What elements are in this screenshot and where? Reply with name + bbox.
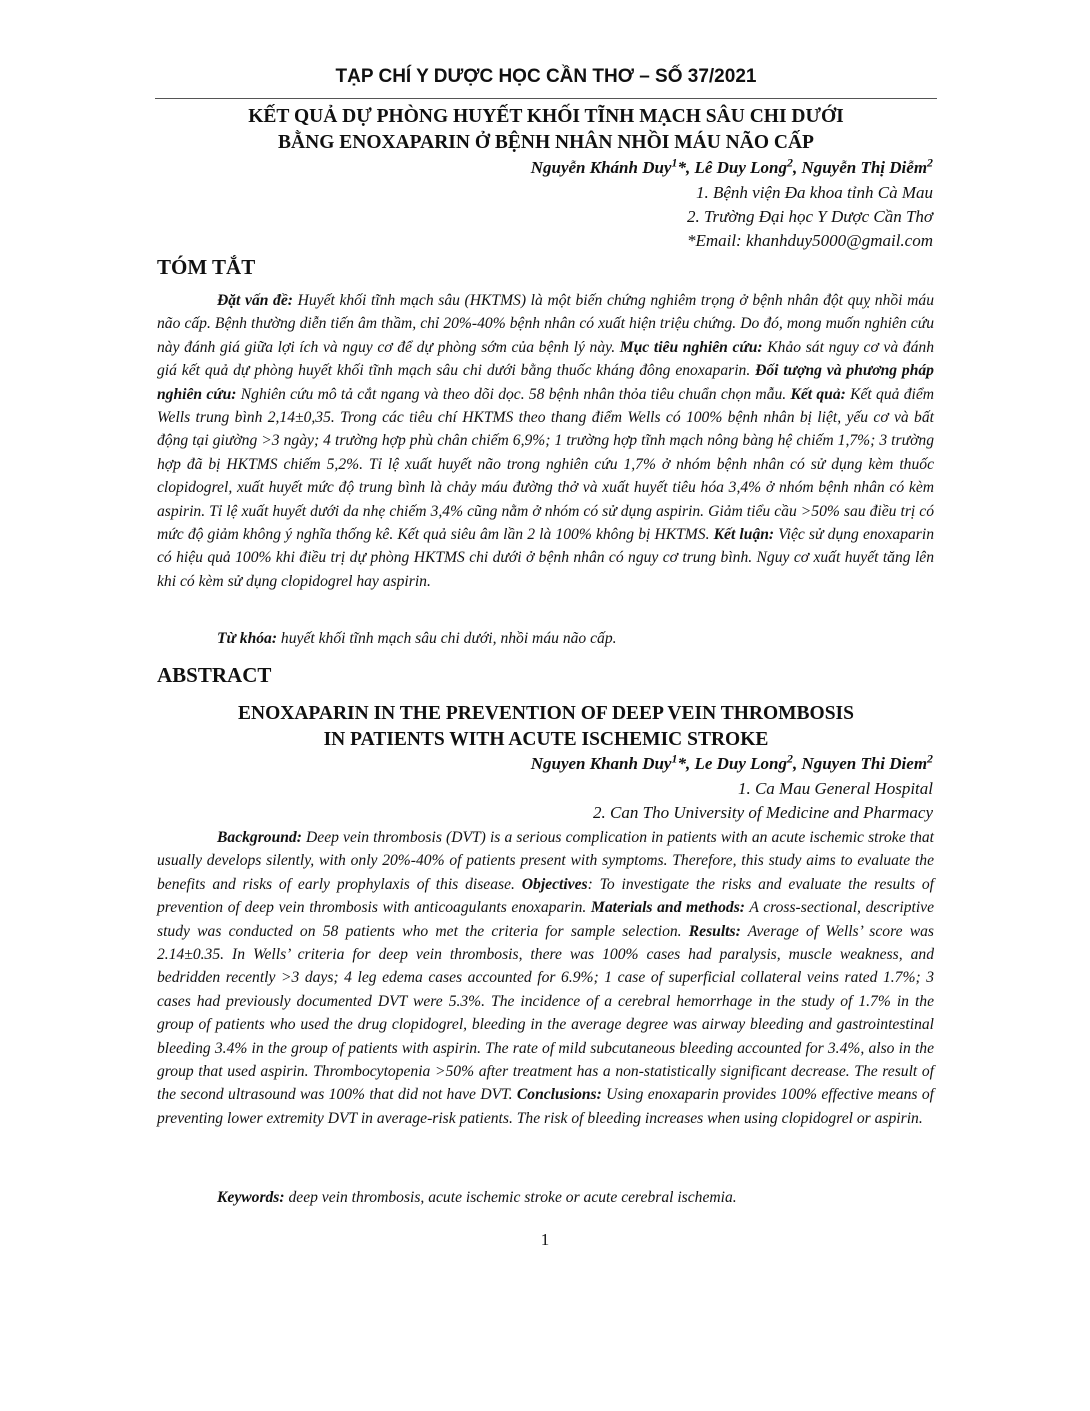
en-background-label: Background: [217,829,302,846]
en-author-1-mark: *, [677,754,695,773]
vn-background-label: Đặt vấn đề: [217,292,293,309]
vn-methods-text: Nghiên cứu mô tả cắt ngang và theo dõi dọc. 58 bệnh nhân thỏa tiêu chuẩn chọn mẫu. [236,385,791,403]
en-results-text: Average of Wells’ score was 2.14±0.35. In Wells’ criteria for deep vein thrombosis, there was 100% cases had paralysis, muscle weakness, and bedridden recently >3 days; 4 leg edema cases accounted for 6.9%; 1 case of superficial collateral veins rated 1.7%; 3 cases had previously documented DVT were 5.3%. The incidence of a cerebral hemorrhage in the study of 1.7% in the group of patients who used the drug clopidogrel, bleeding in the average degree was airway bleeding and gastrointestinal bleeding 3.4% in the group of patients with aspirin. The rate of mild subcutaneous bleeding accounted for 3.4%, also in the group that used aspirin. Thrombocytopenia >50% after treatment has a non-statistically significant decrease. The result of the second ultrasound was 100% that did not have DVT. [157,922,934,1104]
en-abstract-paragraph [157,826,934,1130]
en-affiliation-2: 2. Can Tho University of Medicine and Pharmacy [593,803,933,822]
en-results-label: Results: [688,922,741,940]
en-methods-label: Materials and methods: [590,899,745,917]
en-conclusions-label: Conclusions: [516,1086,602,1104]
vn-objectives-label: Mục tiêu nghiên cứu: [619,338,763,356]
en-title-line-2: IN PATIENTS WITH ACUTE ISCHEMIC STROKE [323,729,769,750]
vn-keywords-label: Từ khóa: [217,630,278,647]
en-keywords [157,1186,934,1209]
journal-header: TẠP CHÍ Y DƯỢC HỌC CẦN THƠ – SỐ 37/2021 [335,66,757,87]
en-keywords-text: deep vein thrombosis, acute ischemic stroke or acute cerebral ischemia. [284,1189,737,1206]
en-title [155,701,937,753]
vn-affiliation-2: 2. Trường Đại học Y Dược Cần Thơ [686,207,933,226]
en-author-2-affil: 2 [786,751,793,766]
en-affiliations [593,777,933,825]
vn-results-label: Kết quả: [790,385,846,403]
vn-author-2-affil: 2 [786,155,793,170]
vn-keywords [157,627,934,650]
vn-author-1-affil: 1 [671,155,678,170]
en-title-line-1: ENOXAPARIN IN THE PREVENTION OF DEEP VEIN THROMBOSIS [238,703,854,724]
vn-objectives-text: Khảo sát nguy cơ và đánh giá kết quả dự phòng huyết khối tĩnh mạch sâu chi dưới bằng thuốc kháng đông enoxaparin. [157,338,934,380]
corresponding-email: *Email: khanhduy5000@gmail.com [686,231,933,250]
en-affiliation-1: 1. Ca Mau General Hospital [737,779,933,798]
en-conclusions-text: Using enoxaparin provides 100% effective means of preventing lower extremity DVT in average-risk patients. The risk of bleeding increases when using clopidogrel or aspirin. [157,1086,934,1127]
vn-methods-label: Đối tượng và phương pháp nghiên cứu: [157,362,934,403]
en-author-3-affil: 2 [927,751,933,766]
en-objectives-label: Objectives [521,875,588,893]
en-author-sep: , [792,754,802,773]
en-author-1-affil: 1 [671,751,678,766]
vn-title-line-1: KẾT QUẢ DỰ PHÒNG HUYẾT KHỐI TĨNH MẠCH SÂU CHI DƯỚI [248,106,844,127]
vn-conclusions-text: Việc sử dụng enoxaparin có hiệu quả 100% khi điều trị dự phòng HKTMS chi dưới ở bệnh nhân có nguy cơ trung bình. Nguy cơ xuất huyết tăng lên khi có kèm sử dụng clopidogrel hay aspirin. [157,526,934,590]
vn-authors [530,155,933,178]
vn-conclusions-label: Kết luận: [713,526,775,544]
vn-affiliations [687,181,933,253]
vn-title [155,104,937,156]
vn-affiliation-1: 1. Bệnh viện Đa khoa tỉnh Cà Mau [695,183,933,202]
vn-background-text: Huyết khối tĩnh mạch sâu (HKTMS) là một biến chứng nghiêm trọng ở bệnh nhân đột quỵ nhồi máu não cấp. Bệnh thường diễn tiến âm thầm, chỉ 20%-40% bệnh nhân có xuất hiện triệu chứng. Do đó, mong muốn nghiên cứu này đánh giá giữa lợi ích và nguy cơ để dự phòng sớm của bệnh lý này. [157,292,934,356]
en-authors [530,751,933,774]
page-number: 1 [540,1230,550,1249]
en-author-1: Nguyen Khanh Duy [530,754,672,773]
en-objectives-text: : To investigate the risks and evaluate the results of prevention of deep vein thrombosis with anticoagulants enoxaparin. [157,875,934,917]
vn-author-3: Nguyễn Thị Diễm [801,158,928,177]
en-author-3: Nguyen Thi Diem [801,754,928,773]
en-author-2: Le Duy Long [694,754,787,773]
abstract-heading: ABSTRACT [157,663,272,687]
en-background-text: Deep vein thrombosis (DVT) is a serious complication in patients with an acute ischemic stroke that usually develops silently, with only 20%-40% of patients present with symptoms. Therefore, this study aims to evaluate the benefits and risks of early prophylaxis of this disease. [157,829,934,893]
vn-author-3-affil: 2 [927,155,933,170]
vn-results-text: Kết quả điểm Wells trung bình 2,14±0,35. Trong các tiêu chí HKTMS theo thang điểm Wells có 100% bệnh nhân bị liệt, yếu cơ và bất động tại giường >3 ngày; 4 trường hợp phù chân chiếm 6,9%; 1 trường hợp tĩnh mạch nông bàng hệ chiếm 1,7%; 3 trường hợp đã bị HKTMS chiếm 5,2%. Tỉ lệ xuất huyết não trong nghiên cứu 1,7% ở nhóm bệnh nhân có sử dụng kèm thuốc clopidogrel, xuất huyết mức độ trung bình là chảy máu đường thở và xuất huyết tiêu hóa 3,4% ở nhóm bệnh nhân có kèm aspirin. Tỉ lệ xuất huyết dưới da nhẹ chiếm 3,4% cũng nằm ở nhóm có sử dụng aspirin. Giảm tiểu cầu >50% sau điều trị có mức độ giảm không ý nghĩa thống kê. Kết quả siêu âm lần 2 là 100% không bị HKTMS. [157,385,935,544]
vn-author-sep: , [792,158,802,177]
vn-author-1-mark: *, [677,158,695,177]
header-rule [155,98,937,99]
vn-author-1: Nguyễn Khánh Duy [530,158,672,177]
vn-title-line-2: BẰNG ENOXAPARIN Ở BỆNH NHÂN NHỒI MÁU NÃO CẤP [278,132,814,153]
summary-heading: TÓM TẮT [157,255,256,279]
en-methods-text: A cross-sectional, descriptive study was conducted on 58 patients who met the criteria for sample selection. [157,899,934,940]
vn-keywords-text: huyết khối tĩnh mạch sâu chi dưới, nhồi máu não cấp. [277,630,617,647]
en-keywords-label: Keywords: [217,1189,285,1206]
vn-author-2: Lê Duy Long [694,158,787,177]
vn-summary-paragraph [157,289,934,593]
